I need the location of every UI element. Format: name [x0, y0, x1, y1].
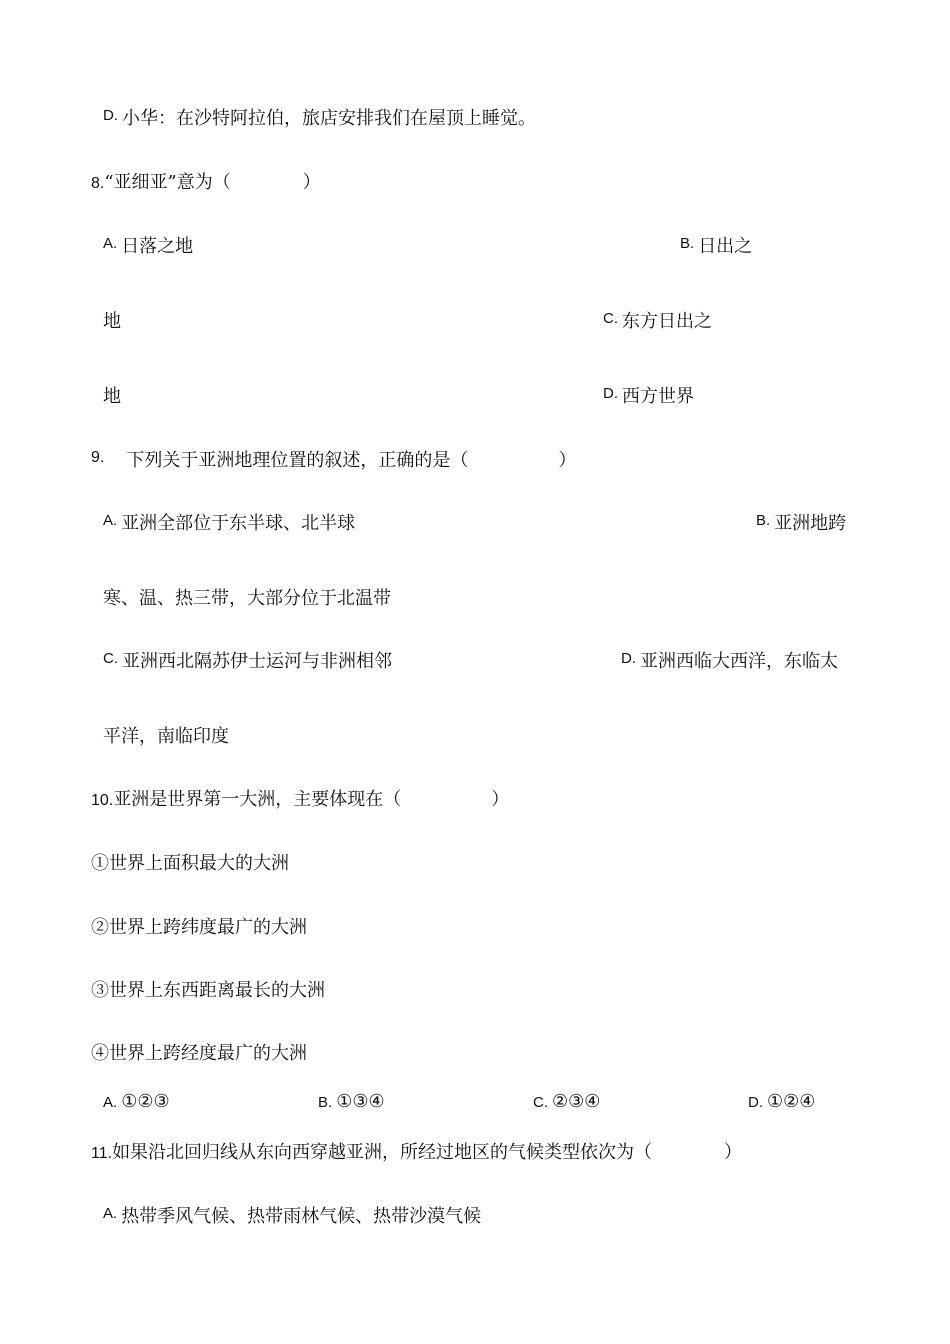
option-text-wrap: 寒、温、热三带，大部分位于北温带: [103, 588, 391, 609]
q10-option-d: [748, 1091, 815, 1114]
q9-option-b: [756, 513, 846, 536]
q9-option-d-wrap: [103, 726, 229, 748]
option-text: ①②④: [767, 1091, 816, 1112]
option-text: 西方世界: [622, 386, 694, 407]
question-text: 下列关于亚洲地理位置的叙述，正确的是（ ）: [126, 450, 577, 471]
q9-option-c: [103, 651, 392, 674]
option-letter: C.: [103, 650, 118, 667]
option-text: 亚洲西临大西洋，东临太: [640, 651, 838, 672]
option-letter: A.: [103, 235, 118, 252]
option-text: ①③④: [336, 1091, 385, 1112]
q11-stem: [91, 1142, 742, 1165]
q8-option-b-wrap: [103, 311, 121, 333]
option-text: 小华：在沙特阿拉伯，旅店安排我们在屋顶上睡觉。: [122, 108, 536, 129]
option-letter: A.: [103, 1094, 118, 1111]
option-letter: D.: [603, 385, 618, 402]
q8-option-a: [103, 236, 193, 259]
option-letter: D.: [621, 650, 636, 667]
list-item: ①世界上面积最大的大洲: [91, 853, 289, 874]
q10-option-c: [533, 1091, 600, 1114]
option-text-wrap: 平洋，南临印度: [103, 726, 229, 747]
list-item: ④世界上跨经度最广的大洲: [91, 1043, 307, 1064]
question-number: 10.: [91, 792, 114, 809]
question-number: 9.: [91, 449, 105, 466]
q9-option-d: [621, 651, 838, 674]
option-text: 亚洲地跨: [774, 513, 847, 534]
question-number: 11.: [91, 1145, 113, 1162]
option-letter: B.: [318, 1094, 333, 1111]
option-letter: C.: [533, 1094, 548, 1111]
option-text: 亚洲西北隔苏伊士运河与非洲相邻: [122, 651, 392, 672]
option-letter: D.: [748, 1094, 763, 1111]
q11-option-a: [103, 1206, 481, 1229]
option-letter: A.: [103, 512, 118, 529]
option-letter: C.: [603, 310, 618, 327]
q10-item-4: [91, 1043, 307, 1065]
q8-option-b: [680, 236, 752, 259]
q8-option-c-wrap: [103, 386, 121, 408]
question-number: 8.: [91, 175, 105, 192]
q10-option-a: [103, 1091, 170, 1114]
option-letter: B.: [680, 235, 695, 252]
q8-stem: [91, 172, 321, 195]
option-letter: B.: [756, 512, 771, 529]
q9-option-b-wrap: [103, 588, 391, 610]
q10-item-2: [91, 917, 307, 939]
question-text: 如果沿北回归线从东向西穿越亚洲，所经过地区的气候类型依次为（ ）: [112, 1142, 743, 1163]
question-text: 亚洲是世界第一大洲，主要体现在（ ）: [113, 789, 510, 810]
q10-item-1: [91, 853, 289, 875]
option-text: 东方日出之: [622, 311, 712, 332]
option-text-wrap: 地: [103, 386, 121, 407]
q8-option-d: [603, 386, 694, 409]
q7-option-d: [103, 108, 536, 131]
option-letter: D.: [103, 107, 118, 124]
option-text: 亚洲全部位于东半球、北半球: [121, 513, 356, 534]
list-item: ③世界上东西距离最长的大洲: [91, 980, 325, 1001]
option-text: ①②③: [121, 1091, 170, 1112]
option-letter: A.: [103, 1205, 118, 1222]
q10-item-3: [91, 980, 325, 1002]
option-text: 热带季风气候、热带雨林气候、热带沙漠气候: [121, 1206, 482, 1227]
option-text-wrap: 地: [103, 311, 121, 332]
question-text: “亚细亚”意为（ ）: [104, 172, 321, 193]
option-text: 日落之地: [121, 236, 194, 257]
q10-option-b: [318, 1091, 385, 1114]
q9-stem: [91, 450, 576, 473]
option-text: ②③④: [552, 1091, 601, 1112]
q9-option-a: [103, 513, 355, 536]
q10-stem: [91, 789, 509, 812]
q8-option-c: [603, 311, 712, 334]
option-text: 日出之: [698, 236, 753, 257]
list-item: ②世界上跨纬度最广的大洲: [91, 917, 307, 938]
